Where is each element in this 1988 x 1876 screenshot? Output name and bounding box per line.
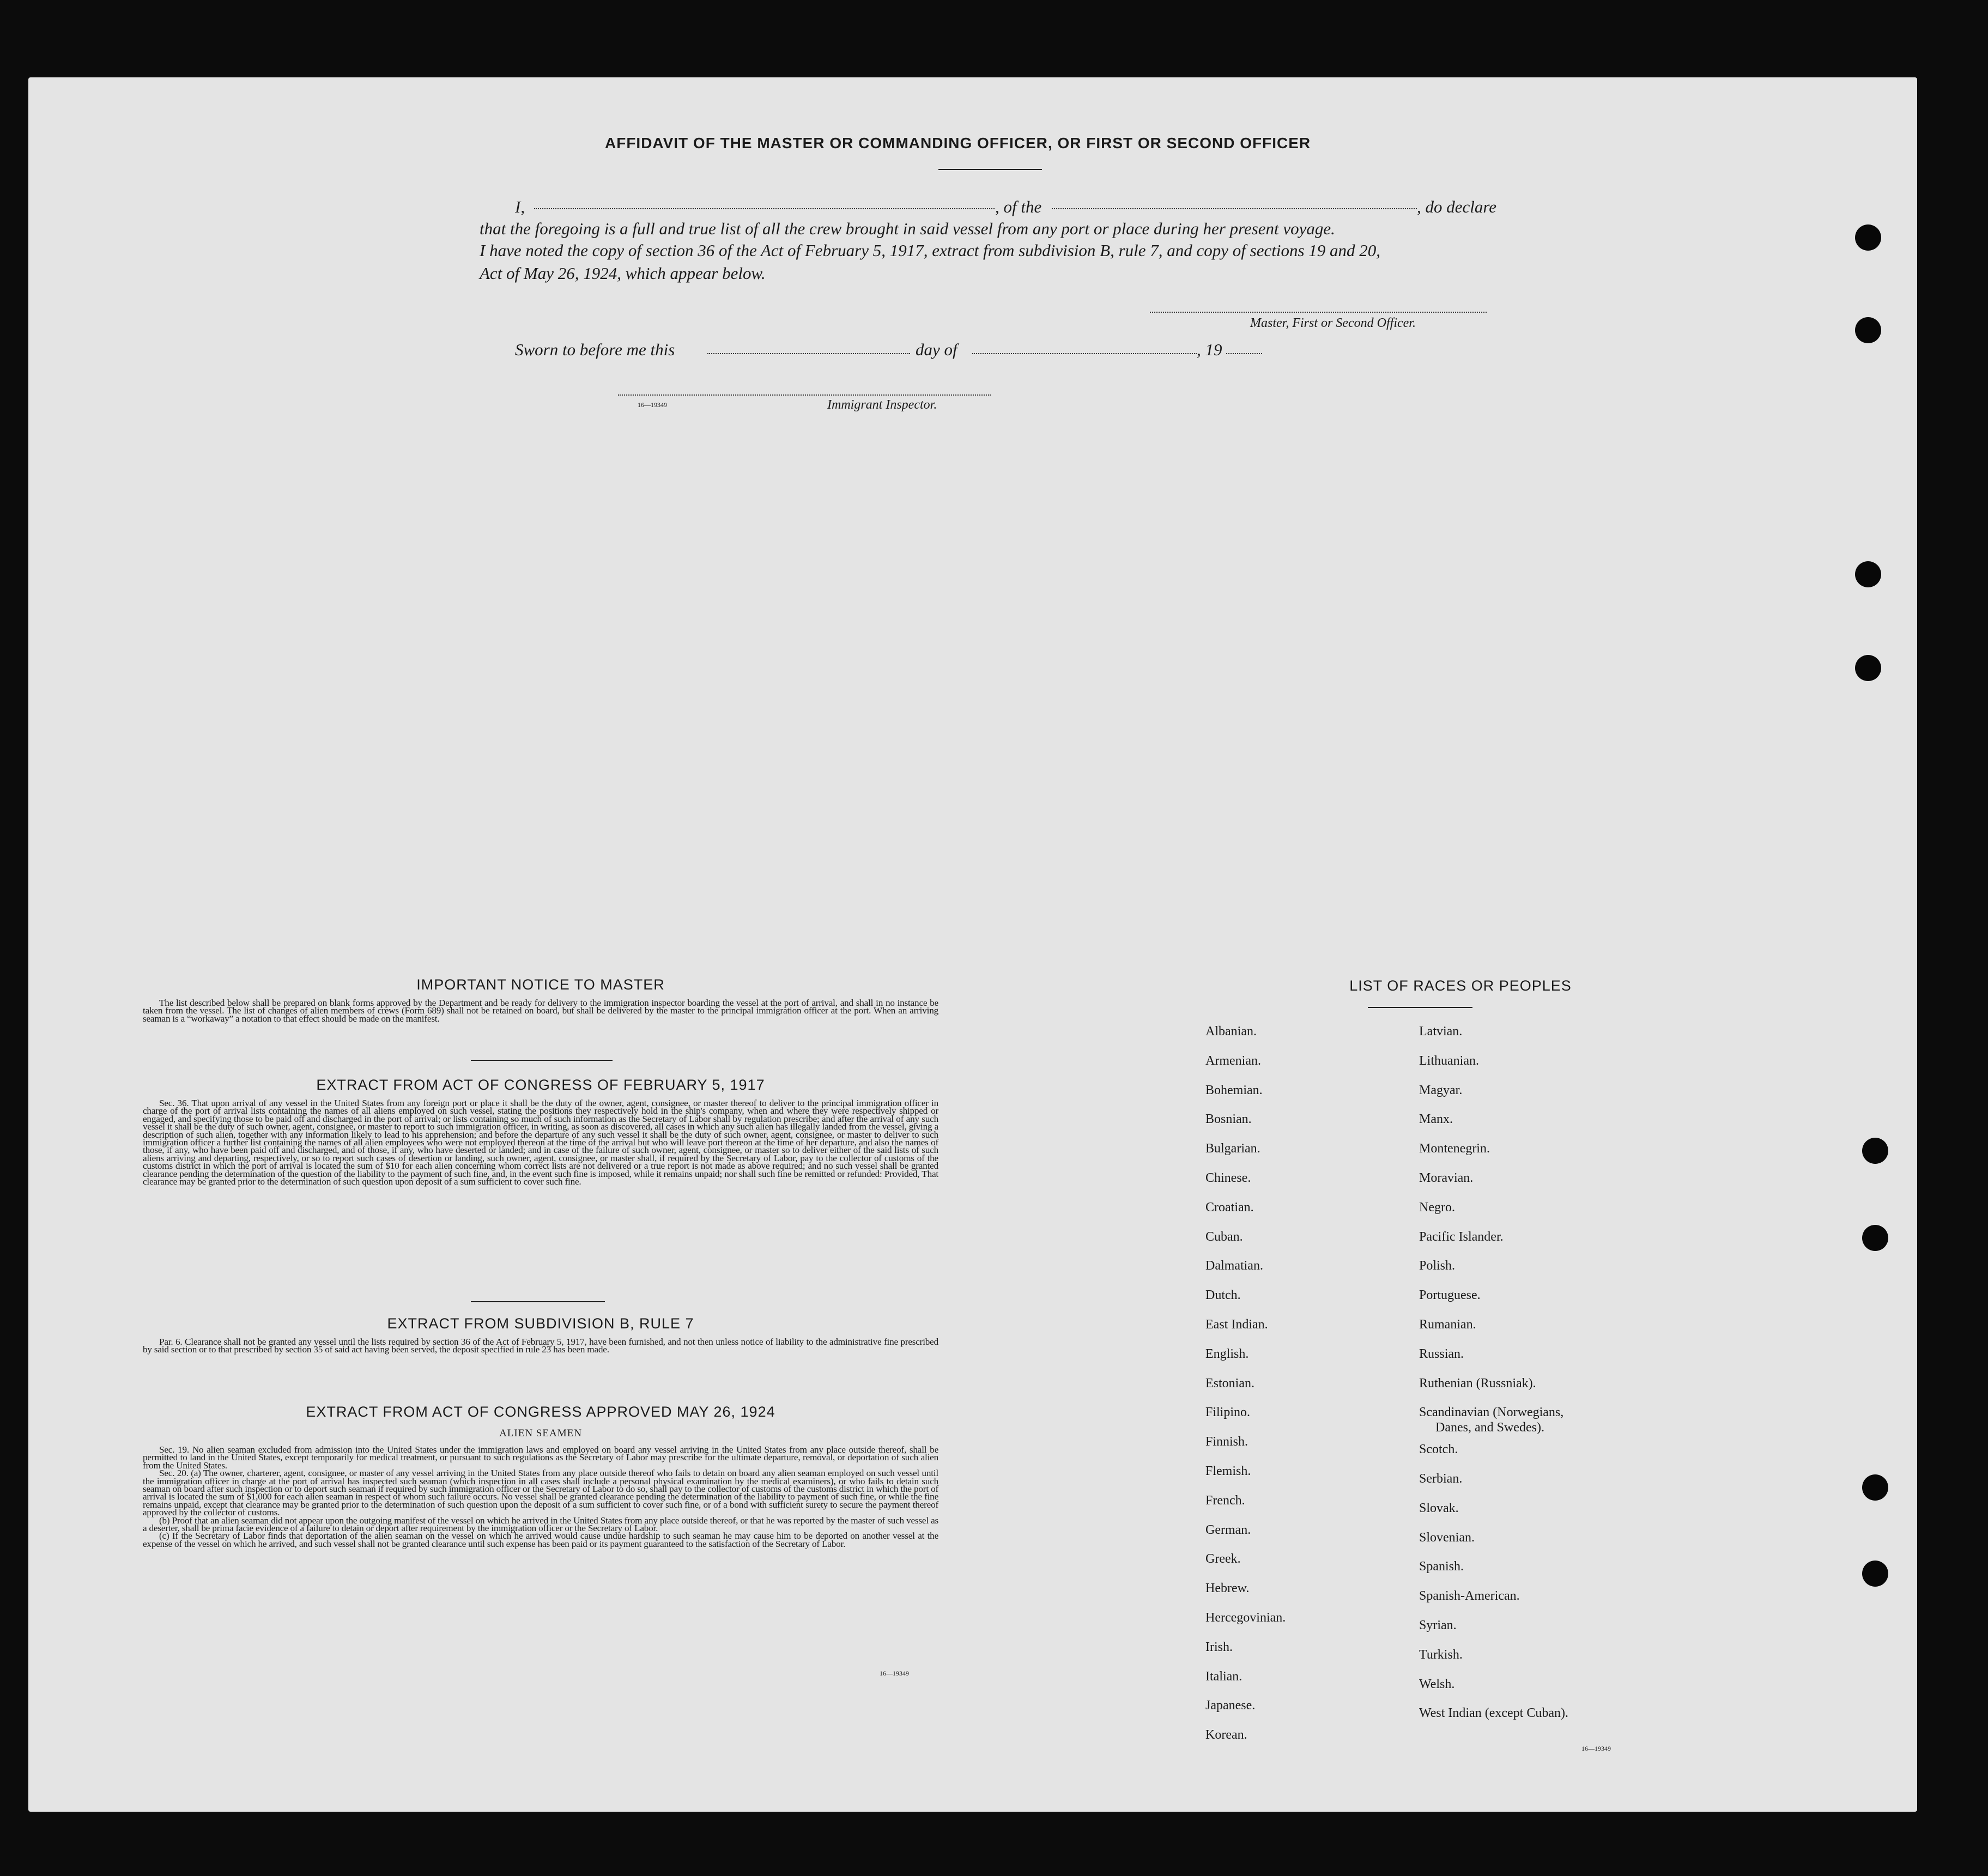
affidavit-line-3: I have noted the copy of section 36 of the Act of February 5, 1917, extract from subdivision B, rule 7, and copy of sections 19 and 20, <box>480 241 1381 260</box>
race-item: Turkish. <box>1419 1647 1463 1662</box>
race-item: Pacific Islander. <box>1419 1229 1504 1244</box>
vessel-blank[interactable] <box>1052 208 1417 209</box>
affidavit-i: I, <box>515 197 525 216</box>
divider <box>938 169 1042 170</box>
affidavit-line-4: Act of May 26, 1924, which appear below. <box>480 264 766 283</box>
form-number: 16—19349 <box>1581 1745 1611 1752</box>
race-item: Polish. <box>1419 1259 1456 1273</box>
race-item: Armenian. <box>1205 1053 1261 1068</box>
sworn-text: Sworn to before me this <box>515 340 675 359</box>
race-item: Latvian. <box>1419 1024 1463 1039</box>
race-item: East Indian. <box>1205 1318 1268 1332</box>
divider <box>471 1060 613 1061</box>
race-item: Hercegovinian. <box>1205 1611 1286 1625</box>
section-20c-paragraph: (c) If the Secretary of Labor finds that deportation of the alien seaman on the vessel on which he arrived would cause undue hardship to such seaman he may cause him to be deported on another vessel at the expense of the vessel on which he arrived, and such vessel shall not be granted clearance until such expense has been paid or its payment guaranteed to the satisfaction of the Secretary of Labor. <box>143 1531 938 1549</box>
inspector-signature-blank[interactable] <box>618 394 991 396</box>
rule-7-text <box>143 1338 938 1354</box>
race-item: Montenegrin. <box>1419 1142 1490 1156</box>
section-36-paragraph: Sec. 36. That upon arrival of any vessel in the United States from any foreign port or place it shall be the duty of the owner, agent, consignee, or master thereof to deliver to the principal immigration officer in charge of the port of arrival lists containing the names of all aliens employed on such vessel, stating the positions they respectively hold in the ship's company, when and where they were respectively shipped or engaged, and specifying those to be paid off and discharged in the port of arrival; or lists containing so much of such information as the Secretary of Labor shall by regulation prescribe; and after the arrival of any such vessel it shall be the duty of such owner, agent, consignee, or master to report to such immigration officer, in writing, as soon as discovered, all cases in which any such alien has illegally landed from the vessel, giving a description of such alien, together with any information likely to lead to his apprehension; and before the departure of any such vessel it shall be the duty of such owner, agent, consignee, or master to deliver to such immigration officer a further list containing the names of all alien employees who were not employed thereon at the time of the arrival but who will leave port thereon at the time of her departure, and also the names of those, if any, who have been paid off and discharged, and of those, if any, who have deserted or landed; and in case of the failure of such owner, agent, consignee, or master so to deliver either of the said lists of such aliens arriving and departing, respectively, or so to report such cases of desertion or landing, such owner, agent, consignee, or master shall, if required by the Secretary of Labor, pay to the collector of customs of the customs district in which the port of arrival is located the sum of $10 for each alien concerning whom correct lists are not delivered or a true report is not made as above required; and no such vessel shall be granted clearance pending the determination of the question of the liability to the payment of such fine, and, in the event such fine is imposed, while it remains unpaid; nor shall such fine be remitted or refunded: Provided, That clearance may be granted prior to the determination of such question upon deposit of a sum sufficient to cover such fine. <box>143 1098 938 1187</box>
notice-title: IMPORTANT NOTICE TO MASTER <box>416 976 665 993</box>
race-item: Korean. <box>1205 1728 1247 1743</box>
race-item: Dalmatian. <box>1205 1259 1263 1273</box>
affidavit-line-2: that the foregoing is a full and true list of all the crew brought in said vessel from any port or place during her present voyage. <box>480 219 1335 238</box>
race-item: Bulgarian. <box>1205 1142 1260 1156</box>
race-item: Russian. <box>1419 1346 1464 1361</box>
race-item: Finnish. <box>1205 1435 1248 1449</box>
section-20a-paragraph: Sec. 20. (a) The owner, charterer, agent, consignee, or master of any vessel arriving in the United States from any place outside thereof who fails to detain on board any alien seaman employed on such vessel until the immigration officer in charge at the port of arrival has inspected such seaman (which inspection in all cases shall include a personal physical examination by the medical examiners), or who fails to detain such seaman on board after such inspection or to deport such seaman if required by such immigration officer or the Secretary of Labor to do so, shall pay to the collector of customs of the customs district in which the port of arrival is located the sum of $1,000 for each alien seaman in respect of whom such failure occurs. No vessel shall be granted clearance pending the determination of the liability to payment of such fine, or while the fine remains unpaid, except that clearance may be granted prior to the determination of such question upon the deposit of a sum sufficient to cover such fine, or of a bond with sufficient surety to secure the payment thereof approved by the collector of customs. <box>143 1468 938 1518</box>
race-item: Irish. <box>1205 1640 1233 1654</box>
notice-text <box>143 999 938 1023</box>
affidavit-title: AFFIDAVIT OF THE MASTER OR COMMANDING OFFICER, OR FIRST OR SECOND OFFICER <box>605 135 1311 151</box>
race-item: Portuguese. <box>1419 1288 1481 1303</box>
punch-hole <box>1855 655 1881 681</box>
race-item: Japanese. <box>1205 1698 1256 1713</box>
race-item: Slovak. <box>1419 1501 1459 1515</box>
race-item: Welsh. <box>1419 1677 1455 1691</box>
race-item: German. <box>1205 1522 1251 1537</box>
race-item: Manx. <box>1419 1112 1453 1127</box>
extract-1917-text <box>143 1100 938 1186</box>
race-item: Chinese. <box>1205 1171 1251 1185</box>
affidavit-declare: , do declare <box>1417 197 1497 216</box>
race-item: Lithuanian. <box>1419 1053 1479 1068</box>
form-number: 16—19349 <box>880 1669 909 1677</box>
punch-hole <box>1862 1474 1888 1501</box>
race-item: Negro. <box>1419 1200 1455 1215</box>
document-page <box>28 77 1917 1812</box>
section-20b-paragraph: (b) Proof that an alien seaman did not appear upon the outgoing manifest of the vessel on which he arrived in the United States from any place outside thereof, or that he was reported by the master of such vessel as a deserter, shall be prima facie evidence of a failure to detain or deport after requirement by the immigration officer or the Secretary of Labor. <box>143 1515 938 1534</box>
race-item: Scandinavian (Norwegians, <box>1419 1405 1564 1420</box>
sworn-day-blank[interactable] <box>707 353 910 354</box>
race-item: Rumanian. <box>1419 1318 1476 1332</box>
year-prefix: , 19 <box>1197 340 1222 359</box>
punch-hole <box>1862 1138 1888 1164</box>
race-item: Croatian. <box>1205 1200 1254 1215</box>
par-6-paragraph: Par. 6. Clearance shall not be granted any vessel until the lists required by section 36 of the Act of February 5, 1917, have been furnished, and not then unless notice of liability to the administrative fine prescribed by said section or to that prescribed by section 35 of said act having been served, the deposit specified in rule 23 has been made. <box>143 1337 938 1355</box>
race-item: Flemish. <box>1205 1464 1251 1478</box>
race-item: Danes, and Swedes). <box>1435 1420 1544 1435</box>
race-item: French. <box>1205 1493 1245 1508</box>
punch-hole <box>1862 1561 1888 1587</box>
punch-hole <box>1862 1225 1888 1251</box>
race-item: West Indian (except Cuban). <box>1419 1706 1568 1721</box>
race-item: Filipino. <box>1205 1405 1251 1420</box>
day-of-text: day of <box>916 340 957 359</box>
section-19-paragraph: Sec. 19. No alien seaman excluded from admission into the United States under the immigration laws and employed on board any vessel arriving in the United States from any place outside thereof, shall be permitted to land in the United States, except temporarily for medical treatment, or pursuant to such regulations as the Secretary of Labor may prescribe for the ultimate departure, removal, or deportation of such alien from the United States. <box>143 1444 938 1471</box>
race-item: Albanian. <box>1205 1024 1257 1039</box>
race-item: Hebrew. <box>1205 1581 1250 1596</box>
divider <box>471 1301 605 1302</box>
race-item: Moravian. <box>1419 1171 1474 1185</box>
extract-1924-title: EXTRACT FROM ACT OF CONGRESS APPROVED MAY 26, 1924 <box>306 1404 775 1420</box>
notice-paragraph: The list described below shall be prepared on blank forms approved by the Department and be ready for delivery to the immigration inspector boarding the vessel at the port of arrival, and shall in no instance be taken from the vessel. The list of changes of alien members of crews (Form 689) shall not be retained on board, but shall be delivered by the master to the principal immigration officer at the port. When an arriving seaman is a “workaway” a notation to that effect should be made on the manifest. <box>143 998 938 1024</box>
inspector-caption: Immigrant Inspector. <box>827 398 937 412</box>
race-item: English. <box>1205 1346 1249 1361</box>
race-item: Italian. <box>1205 1669 1242 1684</box>
race-item: Bosnian. <box>1205 1112 1252 1127</box>
sworn-year-blank[interactable] <box>1226 353 1262 354</box>
race-item: Dutch. <box>1205 1288 1241 1303</box>
master-signature-blank[interactable] <box>1150 312 1487 313</box>
race-item: Cuban. <box>1205 1229 1243 1244</box>
extract-1924-text <box>143 1446 938 1548</box>
races-title: LIST OF RACES OR PEOPLES <box>1349 978 1572 994</box>
race-item: Bohemian. <box>1205 1083 1263 1097</box>
divider <box>1368 1007 1472 1008</box>
punch-hole <box>1855 561 1881 587</box>
race-item: Ruthenian (Russniak). <box>1419 1376 1536 1391</box>
affidavit-of-the: , of the <box>995 197 1042 216</box>
punch-hole <box>1855 317 1881 343</box>
extract-1917-title: EXTRACT FROM ACT OF CONGRESS OF FEBRUARY 5, 1917 <box>316 1077 765 1093</box>
race-item: Serbian. <box>1419 1472 1463 1486</box>
race-item: Spanish. <box>1419 1559 1464 1574</box>
master-caption: Master, First or Second Officer. <box>1250 316 1416 330</box>
form-number: 16—19349 <box>638 401 667 409</box>
rule-7-title: EXTRACT FROM SUBDIVISION B, RULE 7 <box>387 1315 694 1332</box>
alien-seamen-subtitle: ALIEN SEAMEN <box>499 1428 582 1439</box>
race-item: Slovenian. <box>1419 1530 1475 1545</box>
race-item: Magyar. <box>1419 1083 1463 1097</box>
race-item: Spanish-American. <box>1419 1589 1520 1604</box>
race-item: Estonian. <box>1205 1376 1254 1391</box>
race-item: Greek. <box>1205 1552 1241 1567</box>
name-blank[interactable] <box>534 208 995 209</box>
sworn-month-blank[interactable] <box>972 353 1197 354</box>
race-item: Scotch. <box>1419 1442 1458 1457</box>
race-item: Syrian. <box>1419 1618 1457 1632</box>
punch-hole <box>1855 224 1881 251</box>
